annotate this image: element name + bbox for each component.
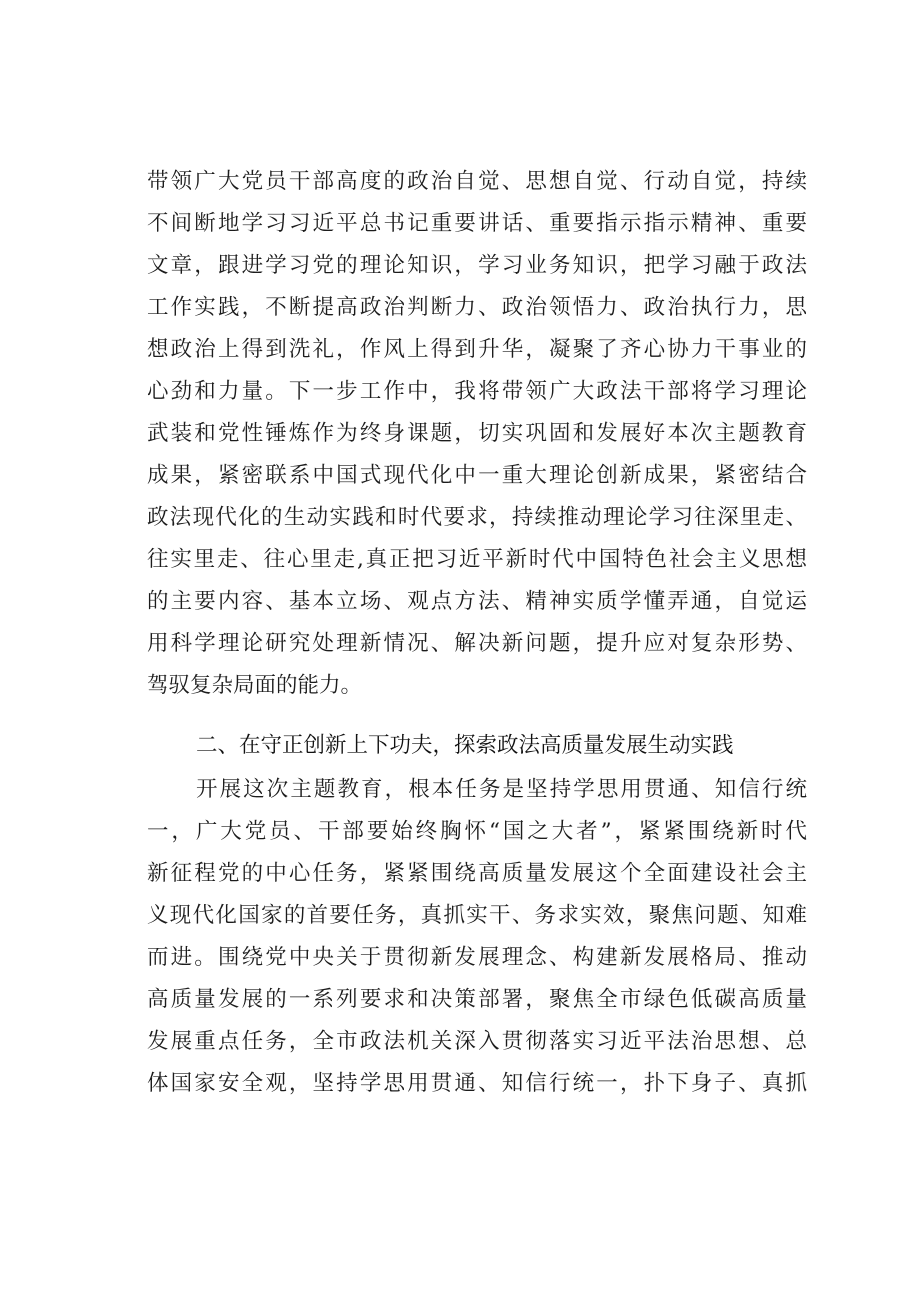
paragraph-line: 想政治上得到洗礼，作风上得到升华，凝聚了齐心协力干事业的: [147, 337, 807, 362]
paragraph-line: 武装和党性锤炼作为终身课题，切实巩固和发展好本次主题教育: [147, 421, 807, 446]
paragraph-line: 成果，紧密联系中国式现代化中一重大理论创新成果，紧密结合: [147, 463, 807, 488]
paragraph-line: 的主要内容、基本立场、观点方法、精神实质学懂弄通，自觉运: [147, 589, 807, 614]
paragraph-line: 驾驭复杂局面的能力。: [147, 673, 363, 698]
paragraph-line: 发展重点任务，全市政法机关深入贯彻落实习近平法治思想、总: [147, 1029, 807, 1054]
section-heading: 二、在守正创新上下功夫，探索政法高质量发展生动实践: [196, 733, 734, 758]
paragraph-line: 工作实践，不断提高政治判断力、政治领悟力、政治执行力，思: [147, 295, 807, 320]
paragraph-line: 政法现代化的生动实践和时代要求，持续推动理论学习往深里走、: [147, 505, 807, 530]
paragraph-line: 不间断地学习习近平总书记重要讲话、重要指示指示精神、重要: [147, 211, 807, 236]
paragraph-line: 一，广大党员、干部要始终胸怀“国之大者”，紧紧围绕新时代: [147, 819, 807, 844]
paragraph-line: 往实里走、往心里走,真正把习近平新时代中国特色社会主义思想: [147, 547, 807, 572]
paragraph-line: 体国家安全观，坚持学思用贯通、知信行统一，扑下身子、真抓: [147, 1071, 807, 1096]
paragraph-line: 带领广大党员干部高度的政治自觉、思想自觉、行动自觉，持续: [147, 169, 807, 194]
paragraph-line: 开展这次主题教育，根本任务是坚持学思用贯通、知信行统: [196, 777, 807, 802]
paragraph-line: 高质量发展的一系列要求和决策部署，聚焦全市绿色低碳高质量: [147, 987, 807, 1012]
paragraph-line: 义现代化国家的首要任务，真抓实干、务求实效，聚焦问题、知难: [147, 903, 807, 928]
paragraph-line: 心劲和力量。下一步工作中，我将带领广大政法干部将学习理论: [147, 379, 807, 404]
paragraph-line: 用科学理论研究处理新情况、解决新问题，提升应对复杂形势、: [147, 631, 807, 656]
paragraph-line: 而进。围绕党中央关于贯彻新发展理念、构建新发展格局、推动: [147, 945, 807, 970]
paragraph-line: 文章，跟进学习党的理论知识，学习业务知识，把学习融于政法: [147, 253, 807, 278]
paragraph-line: 新征程党的中心任务，紧紧围绕高质量发展这个全面建设社会主: [147, 861, 807, 886]
